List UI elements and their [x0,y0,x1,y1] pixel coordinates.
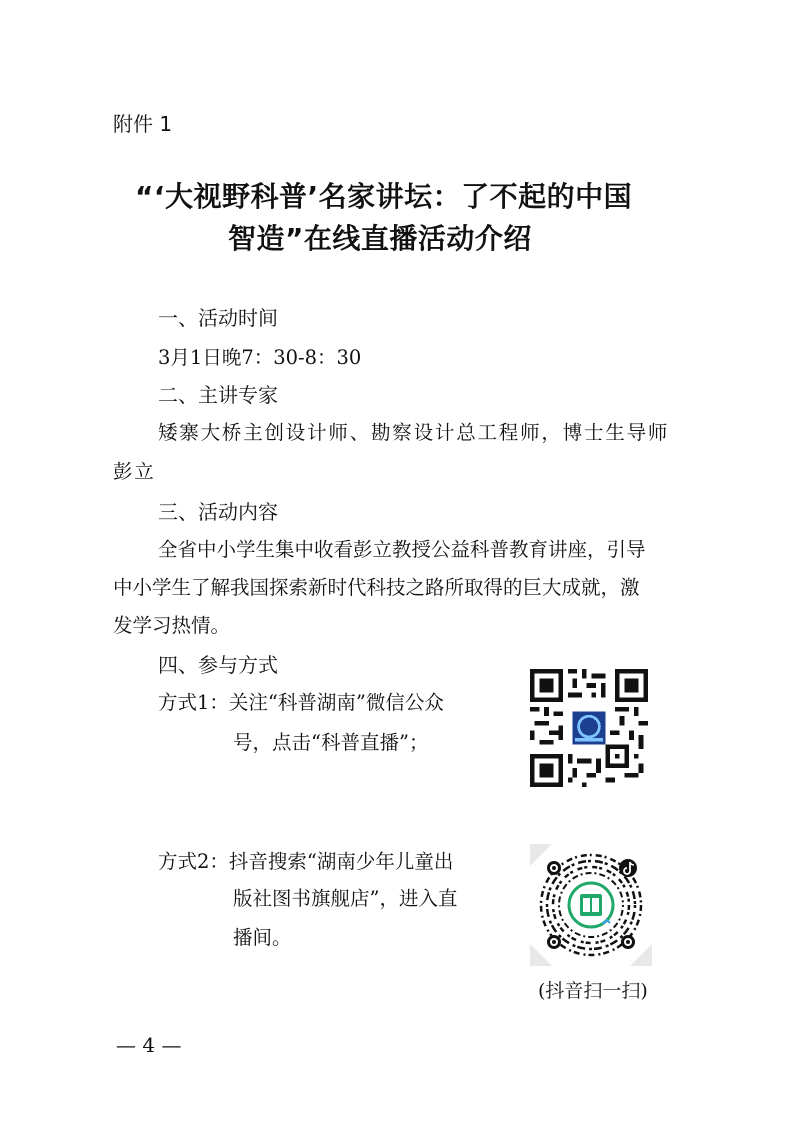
section-heading-participation: 四、参与方式 [158,653,278,677]
speaker-description: 矮寨大桥主创设计师、勘察设计总工程师，博士生导师 [158,421,670,444]
content-paragraph-line-3: 发学习热情。 [113,614,231,637]
section-heading-time: 一、活动时间 [158,306,278,330]
activity-time: 3月1日晚7：30-8：30 [158,346,362,369]
speaker-name: 彭立 [113,460,156,483]
page-number: — 4 — [116,1033,182,1057]
document-title-line-1: “‘大视野科普’名家讲坛：了不起的中国 [135,180,633,213]
method-2-line-2: 版社图书旗舰店”，进入直 [233,887,458,910]
document-title-line-2: 智造”在线直播活动介绍 [228,222,532,255]
method-2-line-1: 方式2：抖音搜索“湖南少年儿童出 [158,850,454,873]
attachment-label: 附件 1 [113,112,173,136]
wechat-qr-code-icon[interactable] [530,669,648,787]
douyin-scan-caption: (抖音扫一扫) [538,980,648,1002]
content-paragraph-line-1: 全省中小学生集中收看彭立教授公益科普教育讲座，引导 [158,538,646,561]
method-2-line-3: 播间。 [233,926,292,949]
section-heading-speaker: 二、主讲专家 [158,383,278,407]
method-1-line-1: 方式1：关注“科普湖南”微信公众 [158,691,444,714]
douyin-qr-code-icon[interactable] [530,844,652,966]
section-heading-content: 三、活动内容 [158,500,278,524]
content-paragraph-line-2: 中小学生了解我国探索新时代科技之路所取得的巨大成就，激 [113,576,640,599]
method-1-line-2: 号，点击“科普直播”； [233,731,429,754]
